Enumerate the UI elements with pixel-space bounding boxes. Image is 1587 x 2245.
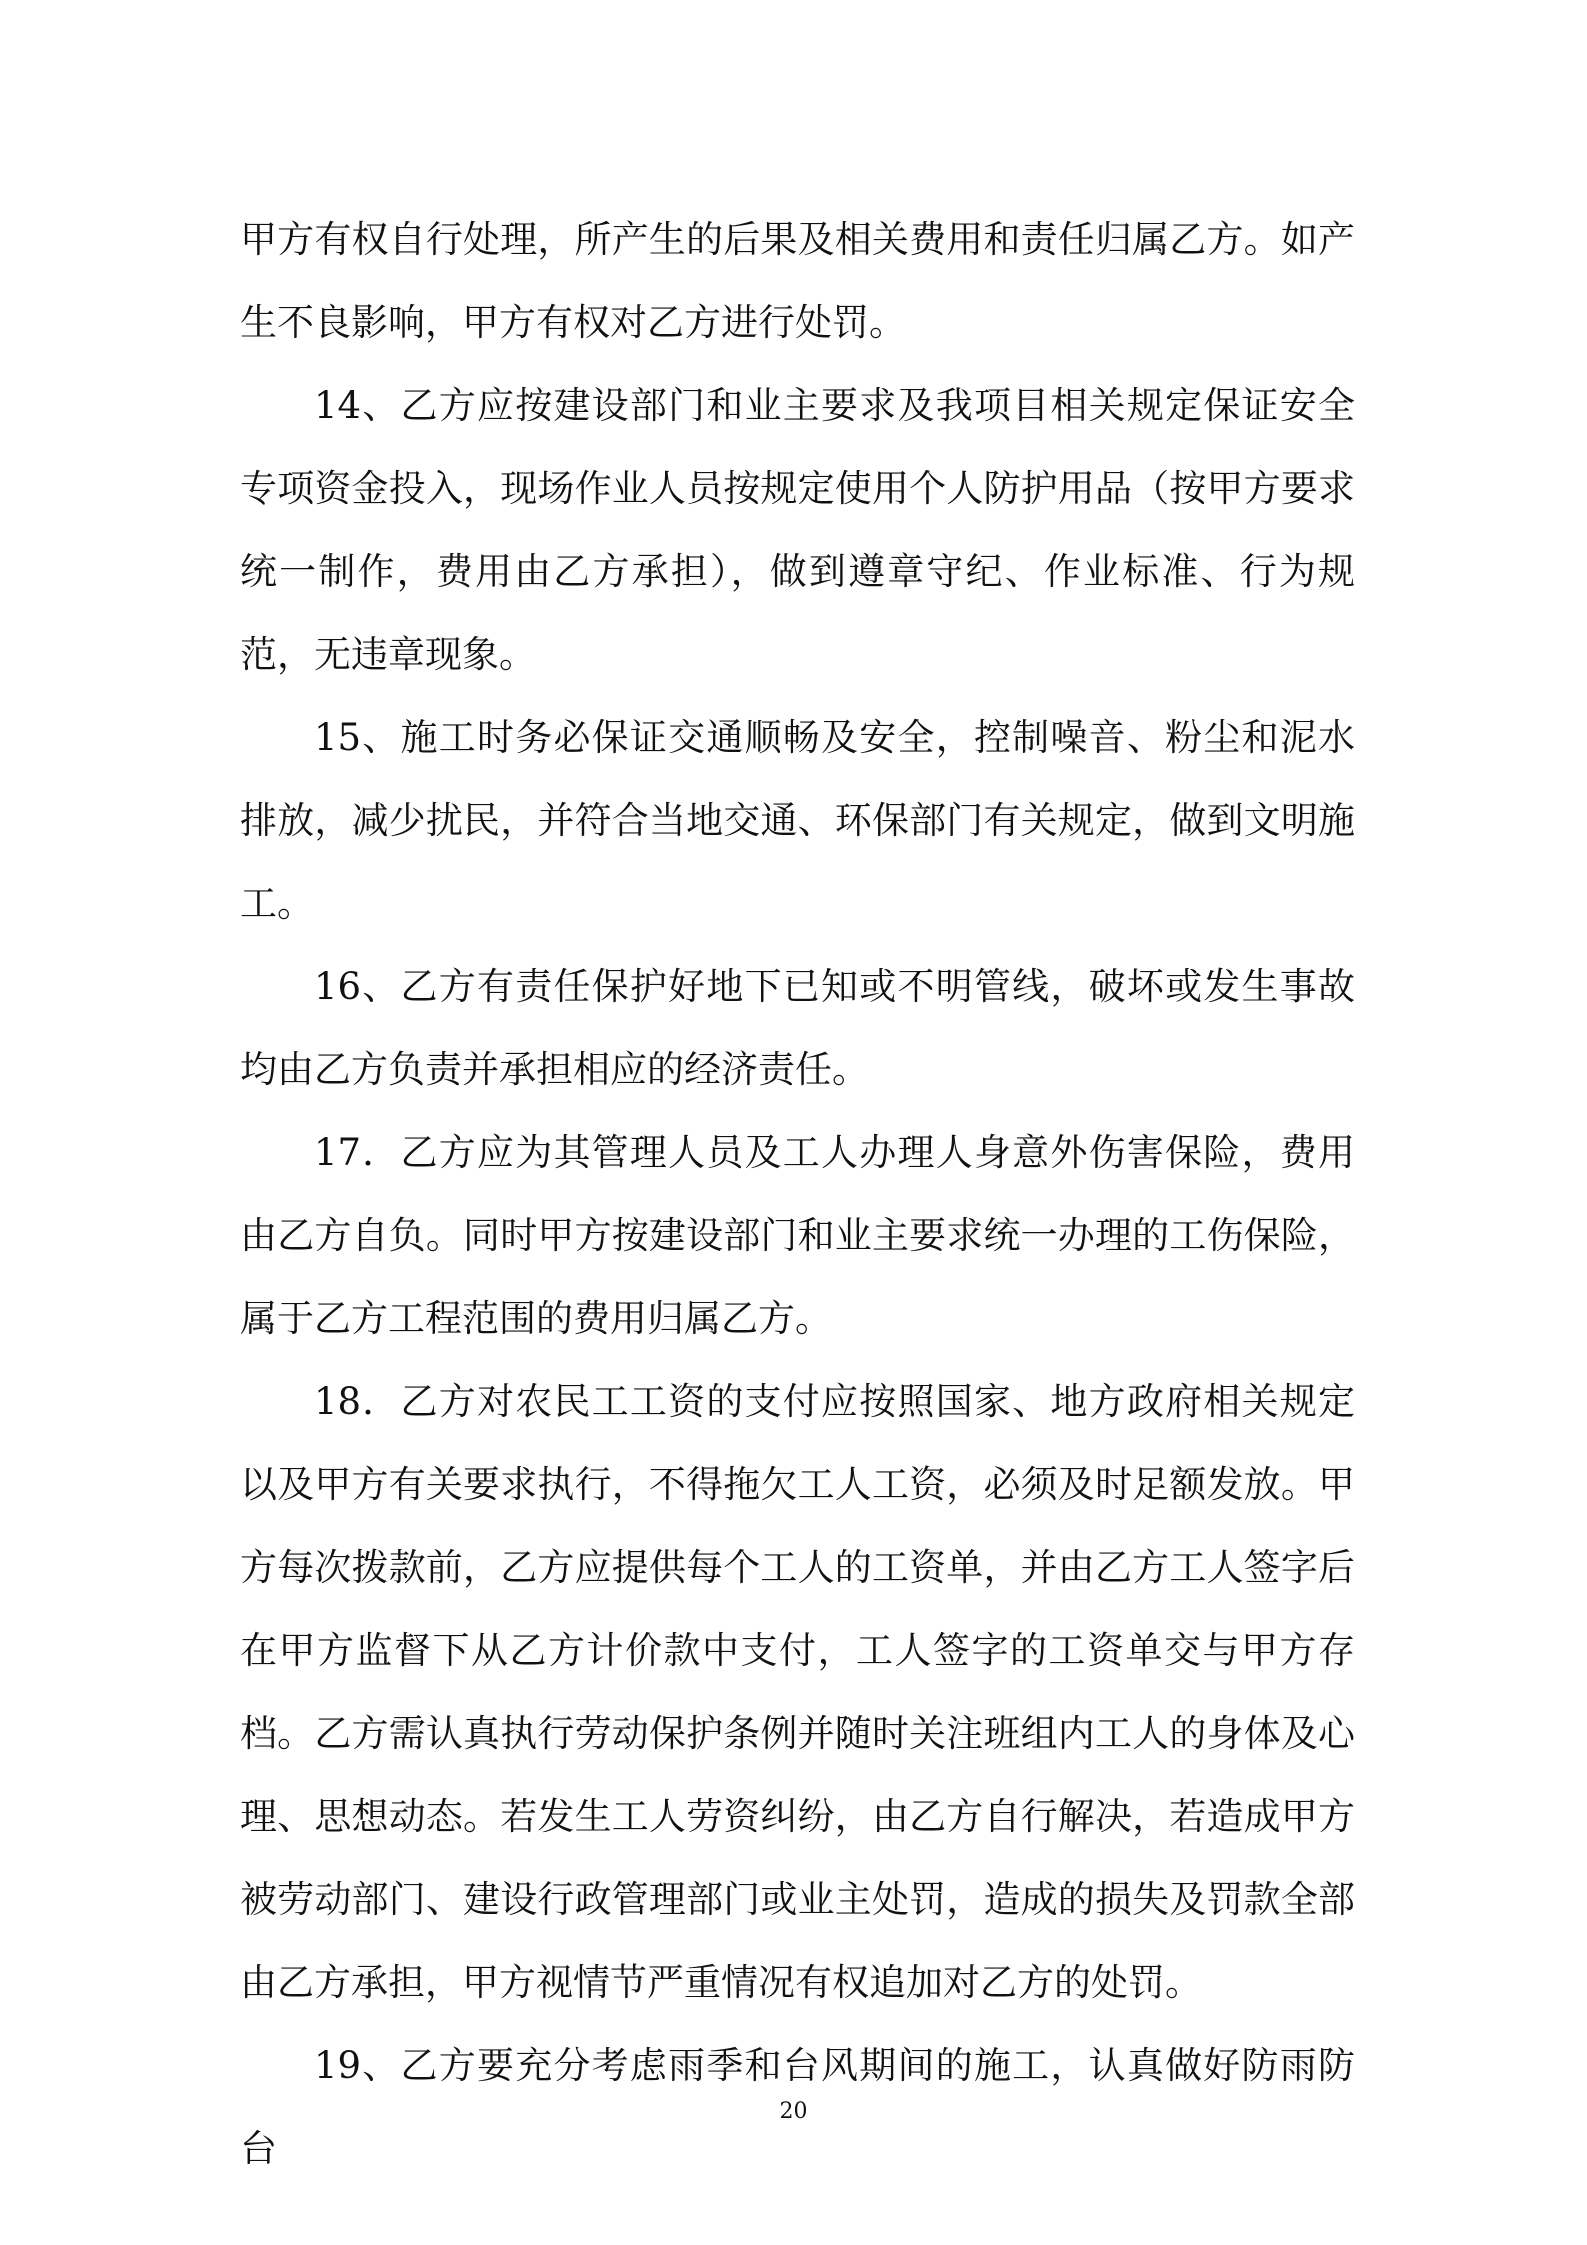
paragraph bbox=[240, 198, 1355, 364]
text-line: 无违章现象。 bbox=[314, 633, 536, 676]
text-line: 17．乙方应为其管理人员及工人办理人身意外伤害保险，费用由 bbox=[240, 1131, 1355, 1257]
text-line: 15、施工时务必保证交通顺畅及安全，控制噪音、粉尘和泥水排 bbox=[240, 716, 1355, 842]
paragraph bbox=[240, 1111, 1355, 1360]
text-line: 14、乙方应按建设部门和业主要求及我项目相关规定保证安全专 bbox=[240, 384, 1355, 510]
text-line: 放，减少扰民，并符合当地交通、环保部门有关规定，做到文明施工。 bbox=[240, 799, 1356, 925]
paragraph bbox=[240, 696, 1355, 945]
text-line: 及甲方有关要求执行，不得拖欠工人工资，必须及时足额发放。甲方 bbox=[240, 1463, 1356, 1589]
text-line: 18．乙方对农民工工资的支付应按照国家、地方政府相关规定以 bbox=[240, 1380, 1355, 1506]
text-line: 动部门、建设行政管理部门或业主处罚，造成的损失及罚款全部由乙 bbox=[240, 1878, 1356, 2004]
text-line: 项资金投入，现场作业人员按规定使用个人防护用品（按甲方要求统 bbox=[240, 467, 1356, 593]
text-line: 思想动态。若发生工人劳资纠纷，由乙方自行解决，若造成甲方被劳 bbox=[240, 1795, 1356, 1921]
text-line: 甲方监督下从乙方计价款中支付，工人签字的工资单交与甲方存档。 bbox=[240, 1629, 1355, 1755]
text-line: 由乙方负责并承担相应的经济责任。 bbox=[277, 1048, 869, 1091]
text-line: 16、乙方有责任保护好地下已知或不明管线，破坏或发生事故均 bbox=[240, 965, 1355, 1091]
document-body bbox=[240, 198, 1355, 2190]
text-line: 乙方自负。同时甲方按建设部门和业主要求统一办理的工伤保险，属 bbox=[240, 1214, 1356, 1340]
text-line: 方承担，甲方视情节严重情况有权追加对乙方的处罚。 bbox=[314, 1961, 1202, 2004]
text-line: 一制作，费用由乙方承担），做到遵章守纪、作业标准、行为规范， bbox=[240, 550, 1356, 676]
paragraph bbox=[240, 945, 1355, 1111]
text-line: 19、乙方要充分考虑雨季和台风期间的施工，认真做好防雨防台 bbox=[240, 2044, 1355, 2170]
paragraph bbox=[240, 364, 1355, 696]
page-number: 20 bbox=[779, 2099, 808, 2124]
text-line: 甲方有权自行处理，所产生的后果及相关费用和责任归属乙方。如产 bbox=[240, 218, 1355, 261]
text-line: 于乙方工程范围的费用归属乙方。 bbox=[277, 1297, 832, 1340]
text-line: 乙方需认真执行劳动保护条例并随时关注班组内工人的身体及心理、 bbox=[240, 1712, 1356, 1838]
text-line: 生不良影响，甲方有权对乙方进行处罚。 bbox=[240, 301, 906, 344]
text-line: 每次拨款前，乙方应提供每个工人的工资单，并由乙方工人签字后在 bbox=[240, 1546, 1356, 1672]
paragraph bbox=[240, 1360, 1355, 2024]
